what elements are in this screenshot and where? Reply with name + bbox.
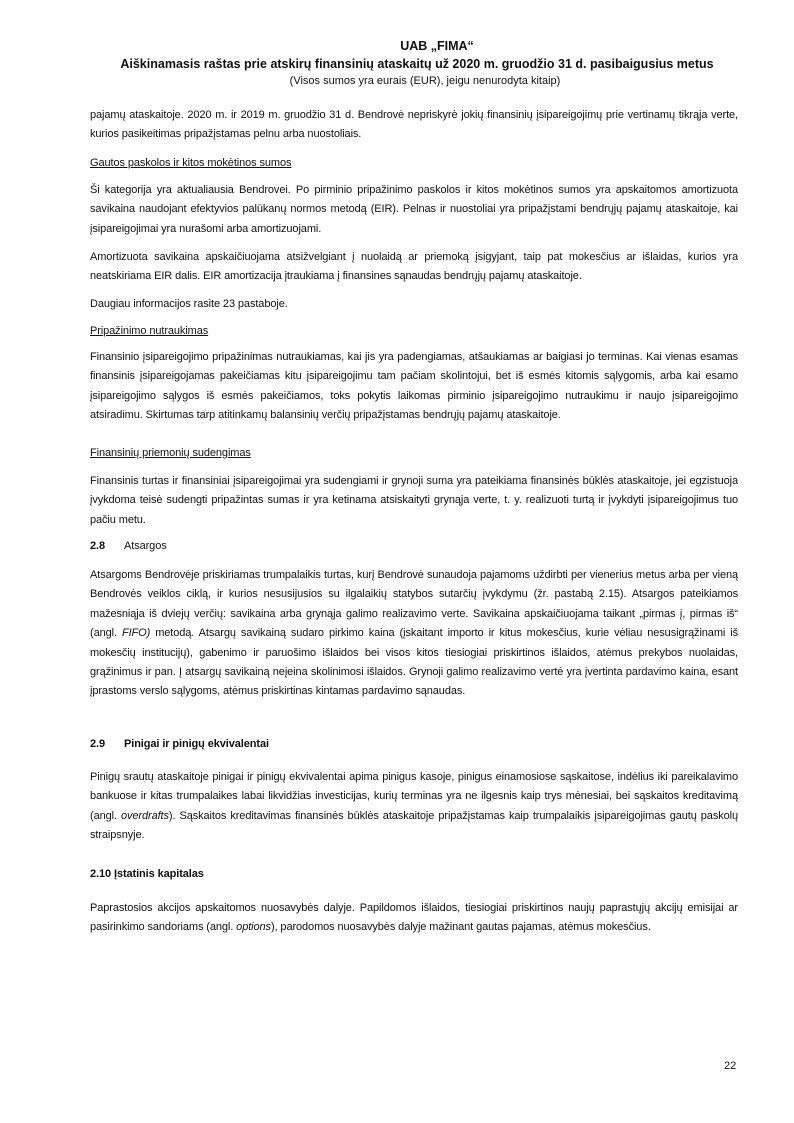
paragraph-share-capital bbox=[90, 899, 738, 938]
italic-text: options bbox=[236, 921, 271, 934]
italic-text: overdrafts bbox=[120, 809, 169, 822]
paragraph-derecognition: Finansinio įsipareigojimo pripažinimas nutraukiamas, kai jis yra padengiamas, atšaukiamas ar baigiasi jo terminas. Kai vienas esamas finansinis įsipareigojamas pakeičiamas kitu įsipareigojimu tam pačiam skolintojui, bet iš esmės kitomis sąlygomis, arba kai esamo įsipareigojimo sąlygos iš esmės pakeičiamos, toks pokytis laikomas pirminio įsipareigojimo nutraukimu ir naujo įsipareigojimo atsiradimu. Skirtumas tarp atitinkamų balansinių verčių pripažįstamas bendrųjų pajamų ataskaitoje. bbox=[90, 351, 738, 422]
company-name: UAB „FIMA“ bbox=[400, 39, 474, 53]
section-heading-2-10 bbox=[90, 865, 738, 884]
text: metodą. Atsargų savikainą sudaro pirkimo kaina (įskaitant importo ir kitus mokesčius, kurie vėliau nesusigrąžinami iš mokesčių institucijų), gabenimo ir paruošimo išlaidos bei visos kitos tiesiogiai priskirtinos išlaidos, atėmus prekybos nuolaidas, grąžinimus ir pan. Į atsargų savikainą neįeina skolinimosi išlaidos. Grynoji galimo realizavimo vertė yra įvertinta pardavimo kaina, esant įprastoms verslo sąlygoms, atėmus priskirtinas kintamas pardavimo sąnaudas. bbox=[90, 627, 739, 698]
section-title: Pinigai ir pinigų ekvivalentai bbox=[124, 738, 269, 750]
paragraph-intro: pajamų ataskaitoje. 2020 m. ir 2019 m. gruodžio 31 d. Bendrovė nepriskyrė jokių finansinių įsipareigojimų prie vertinamų tikrąja verte, kurios pasikeitimas pripažįstamas pelnu arba nuostoliais. bbox=[90, 109, 738, 141]
paragraph-loans-1: Ši kategorija yra aktualiausia Bendrovei. Po pirminio pripažinimo paskolos ir kitos mokėtinos sumos yra apskaitomos amortizuota savikaina naudojant efektyvios palūkanų normos metodą (EIR). Pelnas ir nuostoliai yra pripažįstami bendrųjų pajamų ataskaitoje, kai įsipareigojimai yra nurašomi arba amortizuojami. bbox=[90, 184, 738, 235]
italic-text: FIFO) bbox=[121, 627, 151, 640]
section-number: 2.8 bbox=[90, 540, 105, 552]
paragraph-inventories bbox=[90, 566, 738, 702]
document-subtitle: (Visos sumos yra eurais (EUR), jeigu nenurodyta kitaip) bbox=[289, 75, 561, 87]
paragraph-loans-2: Amortizuota savikaina apskaičiuojama atsižvelgiant į nuolaidą ar priemoką įsigyjant, taip pat mokesčius ar išlaidas, kurios yra neatskiriama EIR dalis. EIR amortizacija įtraukiama į finansines sąnaudas bendrųjų pajamų ataskaitoje. bbox=[90, 251, 738, 283]
section-title: Atsargos bbox=[124, 540, 167, 552]
paragraph-loans-3: Daugiau informacijos rasite 23 pastaboje. bbox=[90, 298, 288, 310]
text: Paprastosios akcijos apskaitomos nuosavybės dalyje. Papildomos išlaidos, tiesiogiai priskirtinos naujų paprastųjų akcijų emisijai ar pasirinkimo sandoriams (angl. bbox=[90, 902, 738, 934]
subheading-offsetting: Finansinių priemonių sudengimas bbox=[90, 447, 251, 459]
paragraph-offsetting: Finansinis turtas ir finansiniai įsipareigojimai yra sudengiami ir grynoji suma yra pateikiama finansinės būklės ataskaitoje, jei egzistuoja įvykdoma teisė sudengti pripažintas sumas ir yra ketinama atsiskaityti grynąja verte, t. y. realizuoti turtą ir įvykdyti įsipareigojimus tuo pačiu metu. bbox=[90, 475, 738, 526]
subheading-loans: Gautos paskolos ir kitos mokėtinos sumos bbox=[90, 157, 292, 169]
section-number: 2.10 bbox=[90, 868, 112, 880]
section-number: 2.9 bbox=[90, 738, 105, 750]
text: ), parodomos nuosavybės dalyje mažinant gautas pajamas, atėmus mokesčius. bbox=[270, 921, 651, 934]
paragraph-cash bbox=[90, 768, 738, 846]
page-number: 22 bbox=[724, 1060, 737, 1072]
document-title: Aiškinamasis raštas prie atskirų finansinių ataskaitų už 2020 m. gruodžio 31 d. pasibaigusius metus bbox=[120, 57, 714, 71]
section-title: Įstatinis kapitalas bbox=[113, 868, 204, 880]
text: Atsargoms Bendrovėje priskiriamas trumpalaikis turtas, kurį Bendrovė sunaudoja pajamoms uždirbti per vienerius metus arba per vieną Bendrovės veiklos ciklą, ir kurios nesusijusios su ilgalaikių statybos sutarčių įvykdymu (žr. pastabą 2.15). Atsargos pateikiamos mažesniąja iš dviejų verčių: savikaina arba grynąja galimo realizavimo verte. Savikaina apskaičiuojama taikant „pirmas į, pirmas iš“ (angl. bbox=[90, 569, 738, 640]
section-heading-2-9 bbox=[90, 735, 738, 754]
text: Pinigų srautų ataskaitoje pinigai ir pinigų ekvivalentai apima pinigus kasoje, pinigus einamosiose sąskaitose, indėlius iki pareikalavimo bankuose ir kitas trumpalaikes labai likvidžias investicijas, kurių terminas yra ne ilgesnis kaip trys mėnesiai, bei sąskaitos kreditavimą (angl. bbox=[90, 771, 738, 822]
section-heading-2-8 bbox=[90, 537, 738, 556]
subheading-derecognition: Pripažinimo nutraukimas bbox=[90, 325, 209, 337]
text: ). Sąskaitos kreditavimas finansinės būklės ataskaitoje pripažįstamas kaip trumpalaikis įsipareigojimas gautų paskolų straipsnyje. bbox=[90, 809, 738, 842]
